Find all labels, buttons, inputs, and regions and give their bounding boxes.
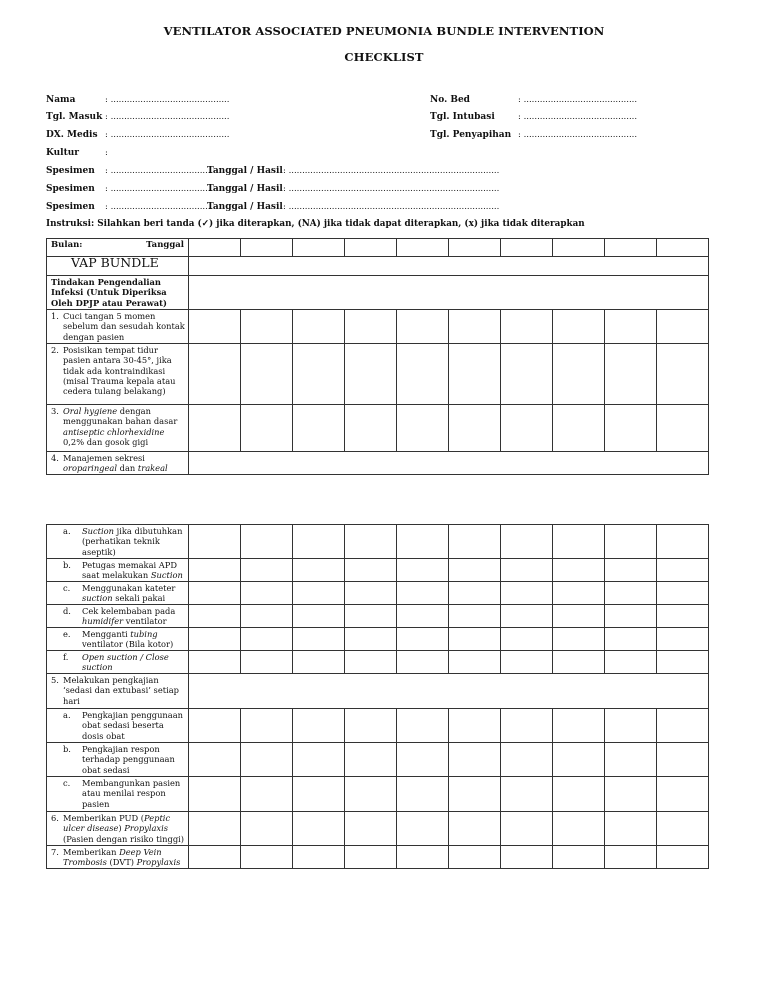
tanggal-label: Tanggal xyxy=(146,240,184,250)
check-cell[interactable] xyxy=(553,605,605,628)
item-text: Memberikan Deep Vein Trombosis (DVT) Propylaxis xyxy=(63,847,181,868)
check-cell[interactable] xyxy=(293,709,345,743)
sub-item-letter: a. xyxy=(63,710,71,720)
check-cell[interactable] xyxy=(605,405,657,452)
check-cell[interactable] xyxy=(397,743,449,777)
check-cell[interactable] xyxy=(501,812,553,846)
merged-empty-cell xyxy=(189,452,709,475)
table-row xyxy=(47,846,709,869)
tgl-penyapihan-label: Tgl. Penyapihan xyxy=(430,130,512,140)
check-cell[interactable] xyxy=(293,310,345,344)
sub-item-letter: b. xyxy=(63,744,71,754)
check-cell[interactable] xyxy=(449,743,501,777)
check-cell[interactable] xyxy=(293,651,345,674)
check-cell[interactable] xyxy=(501,743,553,777)
check-cell[interactable] xyxy=(657,239,709,257)
tanggal-hasil-field[interactable]: : .............................................................................. xyxy=(283,184,500,194)
item-text: Pengkajian respon terhadap penggunaan obat sedasi xyxy=(82,744,175,775)
table-row xyxy=(47,452,709,475)
check-cell[interactable] xyxy=(553,582,605,605)
item-text: Membangunkan pasien atau menilai respon pasien xyxy=(82,778,181,809)
check-cell[interactable] xyxy=(241,405,293,452)
check-cell[interactable] xyxy=(501,559,553,582)
check-cell[interactable] xyxy=(345,605,397,628)
check-cell[interactable] xyxy=(345,651,397,674)
check-cell[interactable] xyxy=(241,605,293,628)
spesimen-field[interactable]: : ...................................... xyxy=(105,202,214,212)
check-cell[interactable] xyxy=(501,709,553,743)
kultur-label: Kultur xyxy=(46,148,80,158)
check-cell[interactable] xyxy=(501,239,553,257)
table-row xyxy=(47,651,709,674)
check-cell[interactable] xyxy=(345,559,397,582)
merged-empty-cell xyxy=(189,257,709,276)
check-cell[interactable] xyxy=(189,405,241,452)
table-header-row xyxy=(47,239,709,257)
spesimen-label: Spesimen xyxy=(46,166,95,176)
check-cell[interactable] xyxy=(397,777,449,812)
item-text: Melakukan pengkajian ‘sedasi dan extubasi’ setiap hari xyxy=(63,675,179,706)
check-cell[interactable] xyxy=(501,582,553,605)
check-cell[interactable] xyxy=(293,582,345,605)
check-cell[interactable] xyxy=(605,777,657,812)
check-cell[interactable] xyxy=(345,777,397,812)
vap-checklist-table-continued xyxy=(46,524,709,869)
check-cell[interactable] xyxy=(449,525,501,559)
sub-item-letter: e. xyxy=(63,629,71,639)
check-cell[interactable] xyxy=(189,651,241,674)
table-row xyxy=(47,628,709,651)
check-cell[interactable] xyxy=(657,405,709,452)
check-cell[interactable] xyxy=(345,525,397,559)
item-number: 5. xyxy=(51,675,59,685)
check-cell[interactable] xyxy=(241,777,293,812)
check-cell[interactable] xyxy=(449,709,501,743)
check-cell[interactable] xyxy=(605,344,657,405)
table-row xyxy=(47,310,709,344)
check-cell[interactable] xyxy=(605,709,657,743)
check-cell[interactable] xyxy=(501,405,553,452)
check-cell[interactable] xyxy=(345,812,397,846)
check-cell[interactable] xyxy=(293,525,345,559)
check-cell[interactable] xyxy=(501,605,553,628)
table-row xyxy=(47,605,709,628)
check-cell[interactable] xyxy=(189,846,241,869)
check-cell[interactable] xyxy=(397,405,449,452)
check-cell[interactable] xyxy=(189,812,241,846)
spesimen-field[interactable]: : ...................................... xyxy=(105,166,214,176)
check-cell[interactable] xyxy=(397,628,449,651)
item-text: Suction jika dibutuhkan (perhatikan teknik aseptik) xyxy=(82,526,183,557)
check-cell[interactable] xyxy=(657,628,709,651)
check-cell[interactable] xyxy=(345,310,397,344)
check-cell[interactable] xyxy=(189,777,241,812)
check-cell[interactable] xyxy=(293,777,345,812)
table-row xyxy=(47,582,709,605)
item-text: Petugas memakai APD saat melakukan Suction xyxy=(82,560,183,581)
check-cell[interactable] xyxy=(605,628,657,651)
check-cell[interactable] xyxy=(605,812,657,846)
check-cell[interactable] xyxy=(605,743,657,777)
check-cell[interactable] xyxy=(189,582,241,605)
table-row xyxy=(47,709,709,743)
form-subtitle: CHECKLIST xyxy=(344,50,424,64)
check-cell[interactable] xyxy=(293,344,345,405)
item-text: Manajemen sekresi oroparingeal dan trakeal xyxy=(63,453,168,474)
item-number: 1. xyxy=(51,311,59,321)
check-cell[interactable] xyxy=(241,559,293,582)
check-cell[interactable] xyxy=(657,559,709,582)
item-number: 3. xyxy=(51,406,59,416)
item-number: 6. xyxy=(51,813,59,823)
check-cell[interactable] xyxy=(397,525,449,559)
bulan-label: Bulan: xyxy=(51,240,83,250)
instruction-text: Instruksi: Silahkan beri tanda (✓) jika diterapkan, (NA) jika tidak dapat diterapkan, (x) jika tidak diterapkan xyxy=(46,219,585,229)
form-title: VENTILATOR ASSOCIATED PNEUMONIA BUNDLE INTERVENTION xyxy=(163,24,605,38)
check-cell[interactable] xyxy=(397,709,449,743)
check-cell[interactable] xyxy=(293,605,345,628)
check-cell[interactable] xyxy=(293,239,345,257)
check-cell[interactable] xyxy=(241,812,293,846)
check-cell[interactable] xyxy=(449,628,501,651)
check-cell[interactable] xyxy=(449,777,501,812)
check-cell[interactable] xyxy=(605,239,657,257)
tanggal-hasil-field[interactable]: : .............................................................................. xyxy=(283,166,500,176)
table-row xyxy=(47,344,709,405)
spesimen-field[interactable]: : ...................................... xyxy=(105,184,214,194)
check-cell[interactable] xyxy=(189,709,241,743)
check-cell[interactable] xyxy=(553,777,605,812)
check-cell[interactable] xyxy=(553,405,605,452)
check-cell[interactable] xyxy=(449,582,501,605)
vap-checklist-table xyxy=(46,238,709,475)
sub-item-letter: b. xyxy=(63,560,71,570)
check-cell[interactable] xyxy=(657,310,709,344)
tgl-penyapihan-field[interactable]: : .......................................... xyxy=(518,130,638,140)
check-cell[interactable] xyxy=(397,559,449,582)
check-cell[interactable] xyxy=(657,605,709,628)
check-cell[interactable] xyxy=(605,525,657,559)
tanggal-hasil-label: Tanggal / Hasil xyxy=(207,166,283,176)
check-cell[interactable] xyxy=(657,743,709,777)
check-cell[interactable] xyxy=(189,743,241,777)
check-cell[interactable] xyxy=(345,405,397,452)
sub-item-letter: c. xyxy=(63,583,71,593)
check-cell[interactable] xyxy=(553,344,605,405)
check-cell[interactable] xyxy=(605,651,657,674)
table-row xyxy=(47,559,709,582)
check-cell[interactable] xyxy=(397,605,449,628)
check-cell[interactable] xyxy=(553,239,605,257)
item-text: Pengkajian penggunaan obat sedasi beserta dosis obat xyxy=(82,710,184,741)
sub-item-letter: d. xyxy=(63,606,71,616)
check-cell[interactable] xyxy=(605,582,657,605)
check-cell[interactable] xyxy=(553,628,605,651)
check-cell[interactable] xyxy=(553,743,605,777)
tanggal-hasil-label: Tanggal / Hasil xyxy=(207,202,283,212)
check-cell[interactable] xyxy=(449,812,501,846)
sub-item-letter: a. xyxy=(63,526,71,536)
check-cell[interactable] xyxy=(657,525,709,559)
item-text: Memberikan PUD (Peptic ulcer disease) Propylaxis (Pasien dengan risiko tinggi) xyxy=(63,813,185,844)
check-cell[interactable] xyxy=(345,628,397,651)
kultur-field[interactable]: : xyxy=(105,148,108,158)
check-cell[interactable] xyxy=(293,846,345,869)
check-cell[interactable] xyxy=(553,846,605,869)
item-text: Oral hygiene dengan menggunakan bahan dasar antiseptic chlorhexidine 0,2% dan gosok gigi xyxy=(63,406,178,447)
check-cell[interactable] xyxy=(501,777,553,812)
item-text: Posisikan tempat tidur pasien antara 30-45°, jika tidak ada kontraindikasi (misal Trauma kepala atau cedera tulang belakang) xyxy=(63,345,176,397)
check-cell[interactable] xyxy=(241,743,293,777)
check-cell[interactable] xyxy=(449,344,501,405)
merged-empty-cell xyxy=(189,674,709,709)
tgl-masuk-label: Tgl. Masuk xyxy=(46,112,103,122)
check-cell[interactable] xyxy=(657,812,709,846)
check-cell[interactable] xyxy=(501,628,553,651)
tgl-masuk-field[interactable]: : ............................................ xyxy=(105,112,230,122)
check-cell[interactable] xyxy=(449,310,501,344)
check-cell[interactable] xyxy=(241,846,293,869)
check-cell[interactable] xyxy=(501,310,553,344)
item-text: Cek kelembaban pada humidifer ventilator xyxy=(82,606,176,627)
check-cell[interactable] xyxy=(657,582,709,605)
tgl-intubasi-field[interactable]: : .......................................... xyxy=(518,112,638,122)
check-cell[interactable] xyxy=(241,651,293,674)
vap-bundle-heading: VAP BUNDLE xyxy=(47,257,189,276)
check-cell[interactable] xyxy=(189,605,241,628)
check-cell[interactable] xyxy=(605,559,657,582)
table-row xyxy=(47,777,709,812)
check-cell[interactable] xyxy=(345,582,397,605)
check-cell[interactable] xyxy=(345,743,397,777)
sub-item-letter: f. xyxy=(63,652,69,662)
check-cell[interactable] xyxy=(345,239,397,257)
check-cell[interactable] xyxy=(293,743,345,777)
tanggal-hasil-label: Tanggal / Hasil xyxy=(207,184,283,194)
check-cell[interactable] xyxy=(241,525,293,559)
check-cell[interactable] xyxy=(397,310,449,344)
check-cell[interactable] xyxy=(449,846,501,869)
check-cell[interactable] xyxy=(293,812,345,846)
nama-field[interactable]: : ............................................ xyxy=(105,95,230,105)
infeksi-header-row xyxy=(47,276,709,310)
check-cell[interactable] xyxy=(189,559,241,582)
check-cell[interactable] xyxy=(553,310,605,344)
check-cell[interactable] xyxy=(501,344,553,405)
spesimen-label: Spesimen xyxy=(46,202,95,212)
check-cell[interactable] xyxy=(501,846,553,869)
item-number: 7. xyxy=(51,847,59,857)
check-cell[interactable] xyxy=(553,812,605,846)
check-cell[interactable] xyxy=(241,628,293,651)
spesimen-label: Spesimen xyxy=(46,184,95,194)
check-cell[interactable] xyxy=(657,777,709,812)
check-cell[interactable] xyxy=(657,846,709,869)
no-bed-label: No. Bed xyxy=(430,95,470,105)
check-cell[interactable] xyxy=(553,525,605,559)
check-cell[interactable] xyxy=(293,559,345,582)
check-cell[interactable] xyxy=(241,582,293,605)
check-cell[interactable] xyxy=(241,709,293,743)
infeksi-heading: Tindakan Pengendalian Infeksi (Untuk Diperiksa Oleh DPJP atau Perawat) xyxy=(47,276,189,310)
nama-label: Nama xyxy=(46,95,76,105)
table-row xyxy=(47,525,709,559)
merged-empty-cell xyxy=(189,276,709,310)
check-cell[interactable] xyxy=(449,605,501,628)
check-cell[interactable] xyxy=(241,344,293,405)
check-cell[interactable] xyxy=(293,628,345,651)
item-text: Menggunakan kateter suction sekali pakai xyxy=(82,583,176,604)
sub-item-letter: c. xyxy=(63,778,71,788)
vap-bundle-row xyxy=(47,257,709,276)
check-cell[interactable] xyxy=(189,525,241,559)
check-cell[interactable] xyxy=(501,525,553,559)
table-row xyxy=(47,743,709,777)
check-cell[interactable] xyxy=(189,239,241,257)
item-text: Mengganti tubing ventilator (Bila kotor) xyxy=(82,629,174,650)
item-number: 4. xyxy=(51,453,59,463)
check-cell[interactable] xyxy=(397,239,449,257)
check-cell[interactable] xyxy=(449,405,501,452)
check-cell[interactable] xyxy=(397,846,449,869)
check-cell[interactable] xyxy=(189,344,241,405)
tanggal-hasil-field[interactable]: : .............................................................................. xyxy=(283,202,500,212)
check-cell[interactable] xyxy=(449,239,501,257)
dx-medis-label: DX. Medis xyxy=(46,130,98,140)
check-cell[interactable] xyxy=(397,812,449,846)
check-cell[interactable] xyxy=(449,559,501,582)
bulan-tanggal-cell xyxy=(47,239,189,257)
tgl-intubasi-label: Tgl. Intubasi xyxy=(430,112,495,122)
no-bed-field[interactable]: : .......................................... xyxy=(518,95,638,105)
table-row xyxy=(47,405,709,452)
check-cell[interactable] xyxy=(345,344,397,405)
check-cell[interactable] xyxy=(553,709,605,743)
check-cell[interactable] xyxy=(241,239,293,257)
check-cell[interactable] xyxy=(553,559,605,582)
check-cell[interactable] xyxy=(605,310,657,344)
check-cell[interactable] xyxy=(397,344,449,405)
table-row xyxy=(47,812,709,846)
item-text: Cuci tangan 5 momen sebelum dan sesudah kontak dengan pasien xyxy=(63,311,185,342)
check-cell[interactable] xyxy=(605,846,657,869)
check-cell[interactable] xyxy=(345,709,397,743)
check-cell[interactable] xyxy=(553,651,605,674)
table-row xyxy=(47,674,709,709)
check-cell[interactable] xyxy=(397,651,449,674)
check-cell[interactable] xyxy=(189,310,241,344)
check-cell[interactable] xyxy=(605,605,657,628)
check-cell[interactable] xyxy=(657,344,709,405)
check-cell[interactable] xyxy=(449,651,501,674)
check-cell[interactable] xyxy=(241,310,293,344)
check-cell[interactable] xyxy=(345,846,397,869)
check-cell[interactable] xyxy=(501,651,553,674)
check-cell[interactable] xyxy=(657,651,709,674)
check-cell[interactable] xyxy=(397,582,449,605)
dx-medis-field[interactable]: : ............................................ xyxy=(105,130,230,140)
item-number: 2. xyxy=(51,345,59,355)
check-cell[interactable] xyxy=(189,628,241,651)
check-cell[interactable] xyxy=(657,709,709,743)
item-text: Open suction / Close suction xyxy=(82,652,169,673)
check-cell[interactable] xyxy=(293,405,345,452)
